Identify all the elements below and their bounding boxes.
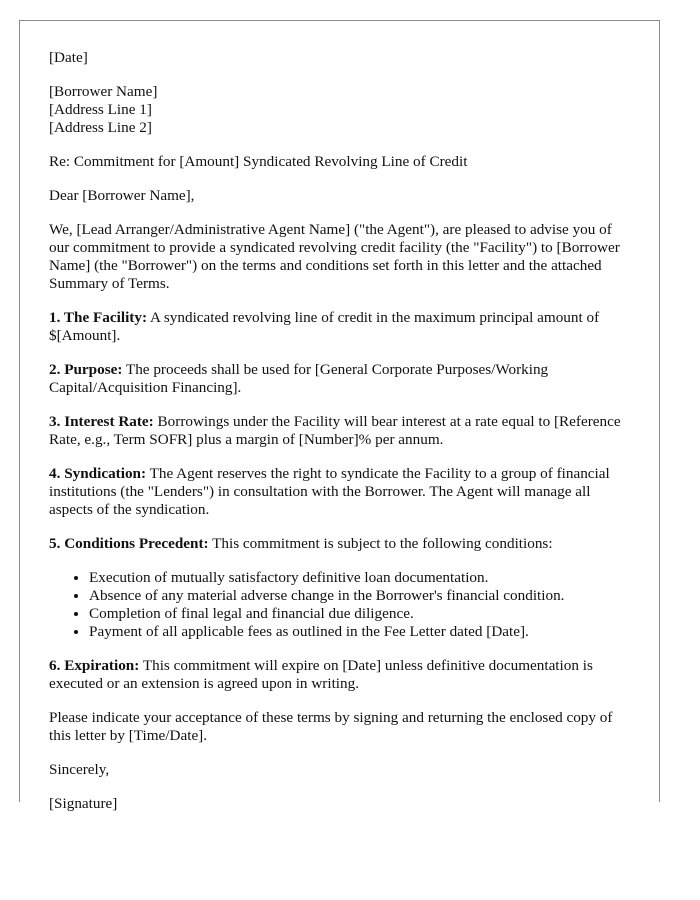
recipient-address-block [49, 83, 634, 137]
section-text: This commitment will expire on [Date] unless definitive documentation is executed or an extension is agreed upon in writing. [49, 657, 593, 692]
recipient-name: [Borrower Name] [49, 83, 158, 100]
section-purpose [49, 361, 634, 397]
section-expiration [49, 657, 634, 693]
letter-page [19, 20, 660, 812]
letter-body [49, 49, 634, 829]
letter-intro: We, [Lead Arranger/Administrative Agent Name] ("the Agent"), are pleased to advise you of our commitment to provide a syndicated revolving credit facility (the "Facility") to [Borrower Name] (the "Borrower") on the terms and conditions set forth in this letter and the attached Summary of Terms. [49, 221, 620, 292]
letter-salutation: Dear [Borrower Name], [49, 187, 195, 204]
section-syndication [49, 465, 634, 519]
section-heading: 6. Expiration: [49, 657, 140, 674]
condition-item: • Payment of all applicable fees as outlined in the Fee Letter dated [Date]. [89, 623, 634, 641]
letter-date: [Date] [49, 49, 88, 66]
signature-placeholder: [Signature] [49, 795, 118, 812]
section-text: The proceeds shall be used for [General Corporate Purposes/Working Capital/Acquisition Financing]. [49, 361, 549, 396]
letter-subject: Re: Commitment for [Amount] Syndicated Revolving Line of Credit [49, 153, 468, 170]
section-text: Borrowings under the Facility will bear interest at a rate equal to [Reference Rate, e.g., Term SOFR] plus a margin of [Number]% per annum. [49, 413, 621, 448]
section-heading: 5. Conditions Precedent: [49, 535, 209, 552]
section-text: The Agent reserves the right to syndicate the Facility to a group of financial institutions (the "Lenders") in consultation with the Borrower. The Agent will manage all aspects of the syndication. [49, 465, 610, 518]
section-text: This commitment is subject to the following conditions: [208, 535, 553, 552]
recipient-address-line-1: [Address Line 1] [49, 101, 152, 118]
section-heading: 3. Interest Rate: [49, 413, 154, 430]
recipient-address-line-2: [Address Line 2] [49, 119, 152, 136]
condition-item: • Completion of final legal and financial due diligence. [89, 605, 634, 623]
section-heading: 2. Purpose: [49, 361, 123, 378]
section-heading: 4. Syndication: [49, 465, 147, 482]
closing-request: Please indicate your acceptance of these terms by signing and returning the enclosed copy of this letter by [Time/Date]. [49, 709, 613, 744]
conditions-list [49, 569, 634, 641]
condition-item: • Execution of mutually satisfactory definitive loan documentation. [89, 569, 634, 587]
section-text: A syndicated revolving line of credit in the maximum principal amount of $[Amount]. [49, 309, 600, 344]
section-conditions-precedent [49, 535, 634, 553]
valediction: Sincerely, [49, 761, 110, 778]
section-interest-rate [49, 413, 634, 449]
section-heading: 1. The Facility: [49, 309, 148, 326]
condition-item: • Absence of any material adverse change in the Borrower's financial condition. [89, 587, 634, 605]
section-facility [49, 309, 634, 345]
